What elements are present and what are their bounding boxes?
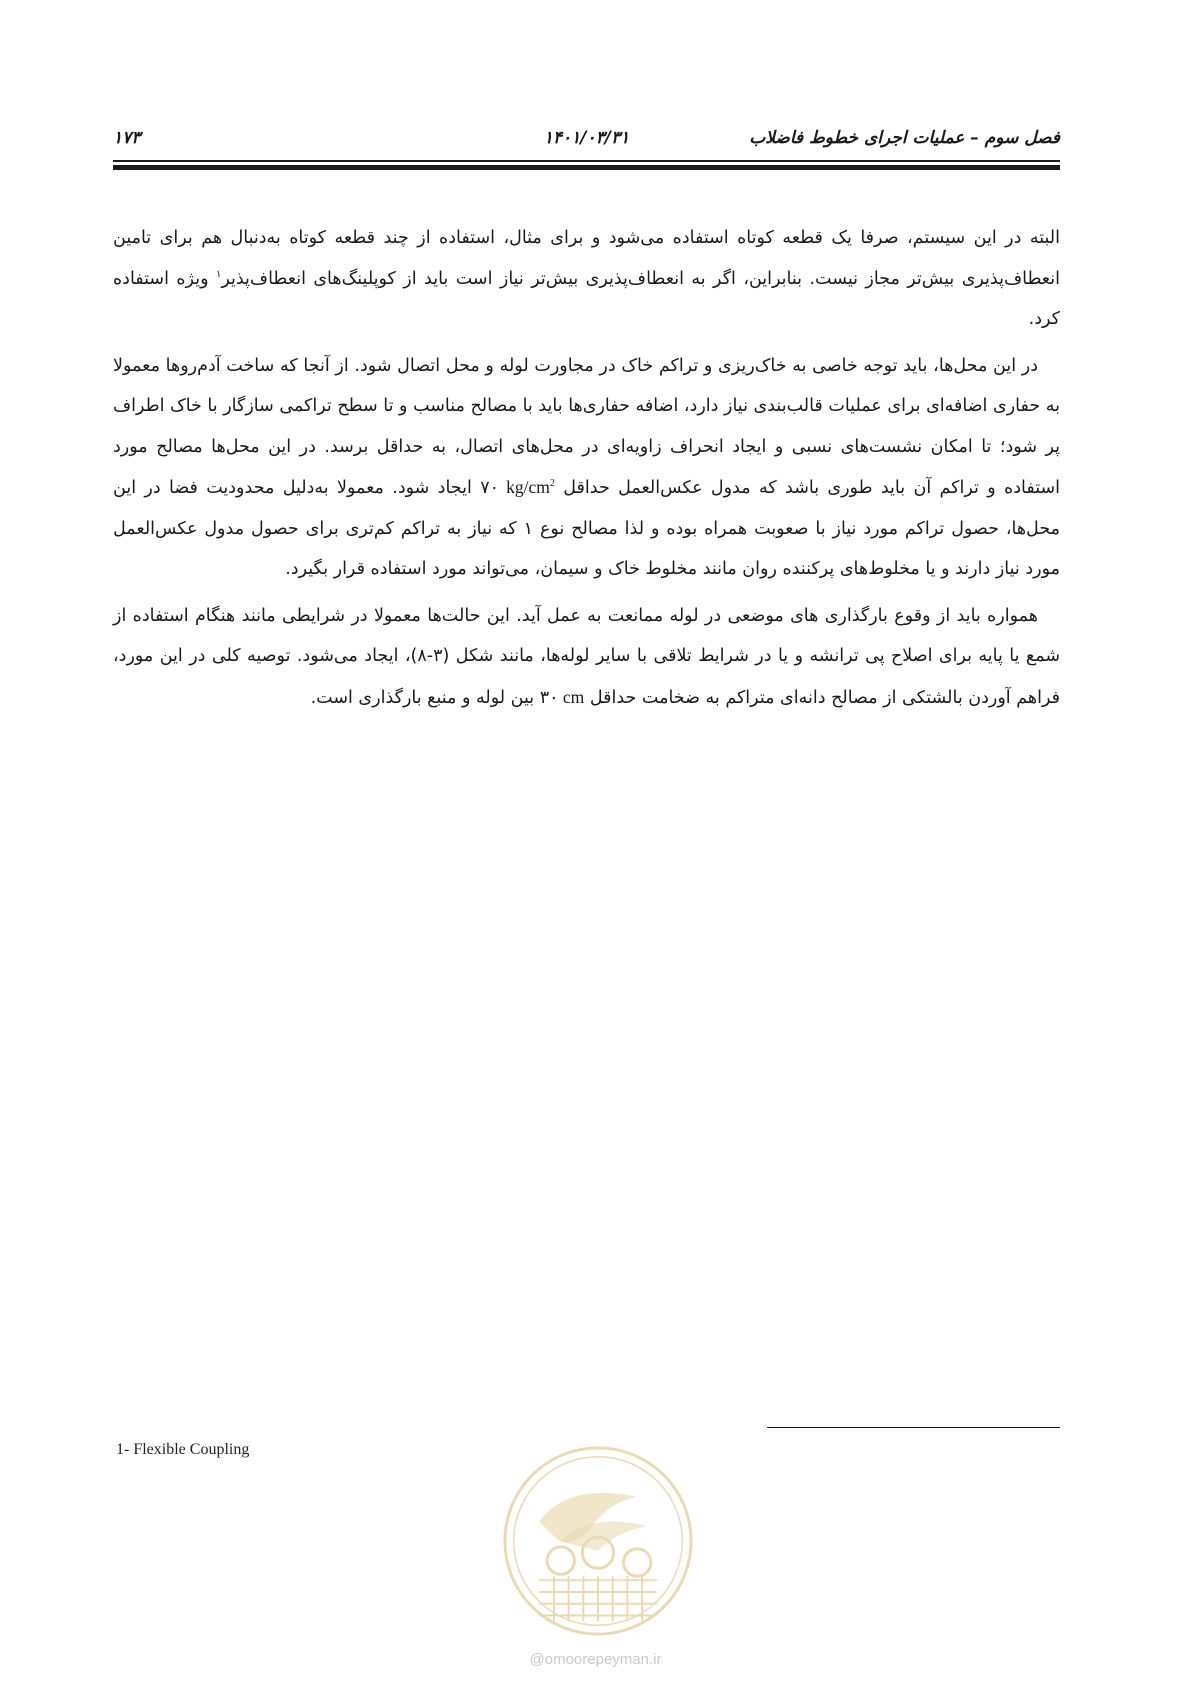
header-rule-thin (113, 160, 1060, 162)
body-text (113, 218, 1060, 724)
page-number: ۱۷۳ (113, 128, 141, 148)
thickness-value (540, 687, 585, 707)
paragraph-1 (113, 218, 1060, 340)
modulus-value (480, 477, 555, 497)
paragraph-2-text-b: ایجاد شود. معمولا به‌دلیل محدودیت فضا در این محل‌ها، حصول تراکم مورد نیاز با صعوبت همراه بوده و لذا مصالح نوع ۱ که نیاز به تراکم کم‌تری برای حصول مدول عکس‌العمل مورد نیاز دارند و یا مخلوط‌های پرکننده روان مانند مخلوط خاک و سیمان، می‌تواند مورد استفاده قرار بگیرد. (113, 478, 1060, 579)
modulus-number: ۷۰ (480, 477, 499, 497)
paragraph-3-text-b: بین لوله و منبع بارگذاری است. (310, 687, 535, 708)
watermark-logo-icon (500, 1443, 696, 1639)
paragraph-1-text-b: ویژه استفاده کرد. (113, 268, 1060, 329)
chapter-title: فصل سوم – عملیات اجرای خطوط فاضلاب (749, 128, 1060, 148)
page-header (113, 128, 1060, 154)
footnote-ref: ۱ (215, 268, 222, 280)
modulus-unit: kg/cm (506, 477, 550, 497)
header-date: ۱۴۰۱/۰۳/۳۱ (543, 128, 630, 148)
paragraph-3-text-a: همواره باید از وقوع بارگذاری های موضعی در لوله ممانعت به عمل آید. این حالت‌ها معمولا در شرایطی مانند هنگام استفاده از شمع یا پایه برای اصلاح پی ترانشه و یا در شرایط تلاقی با سایر لوله‌ها، مانند شکل (۳-۸)، ایجاد می‌شود. توصیه کلی در این مورد، فراهم آوردن بالشتکی از مصالح دانه‌ای متراکم به ضخامت حداقل (113, 605, 1060, 708)
paragraph-2-text-a: در این محل‌ها، باید توجه خاصی به خاک‌ریزی و تراکم خاک در مجاورت لوله و محل اتصال شود. از آنجا که ساخت آدم‌روها معمولا به حفاری اضافه‌ای برای عملیات قالب‌بندی نیاز دارد، اضافه حفاری‌ها باید با مصالح مناسب و تا سطح تراکمی سازگار با خاک اطراف پر شود؛ تا امکان نشست‌های نسبی و ایجاد انحراف زاویه‌ای در محل‌های اتصال، به حداقل برسد. در این محل‌ها مصالح مورد استفاده و تراکم آن باید طوری باشد که مدول عکس‌العمل حداقل (113, 355, 1060, 498)
watermark-url: @omoorepeyman.ir (529, 1651, 662, 1668)
thickness-number: ۳۰ (539, 686, 559, 707)
paragraph-2 (113, 346, 1060, 590)
modulus-unit-exponent: 2 (549, 478, 555, 490)
footnote-rule (767, 1427, 1060, 1428)
thickness-unit: cm (562, 686, 585, 707)
paragraph-3 (113, 596, 1060, 719)
header-rule-thick (113, 165, 1060, 170)
footnote: 1- Flexible Coupling (116, 1441, 250, 1458)
paragraph-1-text-a: البته در این سیستم، صرفا یک قطعه کوتاه استفاده می‌شود و برای مثال، استفاده از چند قطعه کوتاه به‌دنبال هم برای تامین انعطاف‌پذیری بیش‌تر مجاز نیست. بنابراین، اگر به انعطاف‌پذیری بیش‌تر نیاز است باید از کوپلینگ‌های انعطاف‌پذیر (113, 228, 1060, 289)
